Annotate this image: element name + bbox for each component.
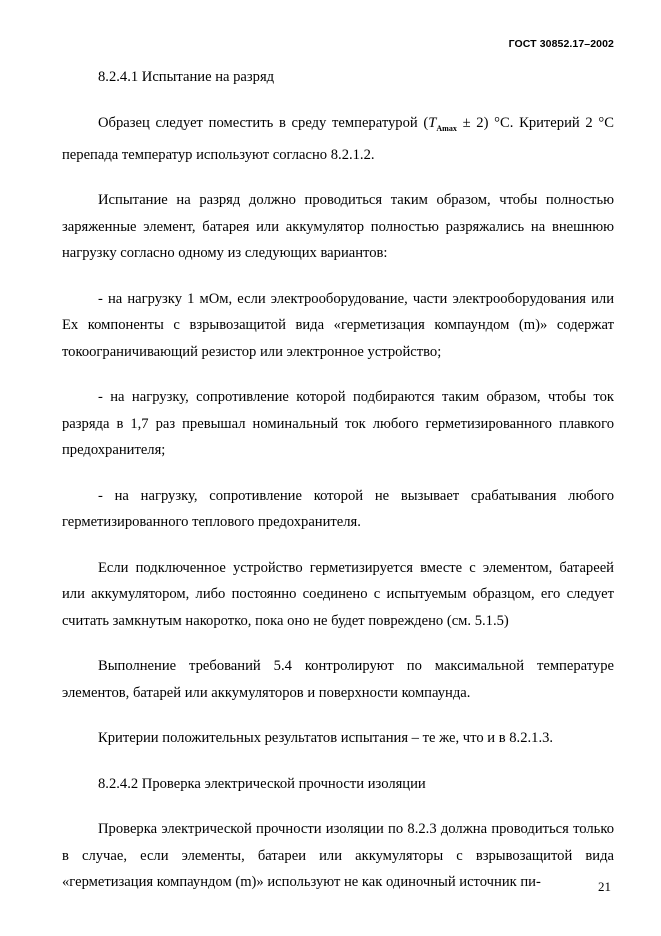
paragraph-requirements-5-4: Выполнение требований 5.4 контролируют по максимальной температуре элементов, батарей или аккумуляторов и поверхности компаунда.	[62, 658, 614, 701]
paragraph-sample-temperature	[62, 110, 614, 169]
temperature-variable: T	[428, 114, 437, 131]
paragraph-connected-device: Если подключенное устройство герметизируется вместе с элементом, батареей или аккумулятором, либо постоянно соединено с испытуемым образцом, его следует считать замкнутым накоротко, пока оно не будет повреждено (см. 5.1.5)	[62, 559, 614, 629]
list-item-load-1: - на нагрузку 1 мОм, если электрооборудование, части электрооборудования или Ex компоненты с взрывозащитой вида «герметизация компаундом (m)» содержат токоограничивающий резистор или электронное устройство;	[62, 290, 614, 360]
temperature-subscript: Amax	[436, 123, 457, 133]
document-body	[62, 64, 614, 915]
section-heading-8-2-4-2: 8.2.4.2 Проверка электрической прочности изоляции	[98, 775, 426, 792]
section-heading-8-2-4-1: 8.2.4.1 Испытание на разряд	[98, 69, 275, 85]
list-item-load-3: - на нагрузку, сопротивление которой не вызывает срабатывания любого герметизированного теплового предохранителя.	[62, 487, 614, 531]
document-header: ГОСТ 30852.17–2002	[508, 38, 614, 50]
paragraph-criteria: Критерии положительных результатов испытания – те же, что и в 8.2.1.3.	[98, 730, 554, 747]
paragraph-discharge-test: Испытание на разряд должно проводиться таким образом, чтобы полностью заряженные элемент, батарея или аккумулятор полностью разряжались на внешнюю нагрузку согласно одному из следующих вариантов:	[62, 192, 614, 262]
paragraph-insulation-test: Проверка электрической прочности изоляции по 8.2.3 должна проводиться только в случае, если элементы, батареи или аккумуляторы с взрывозащитой вида «герметизация компаундом (m)» используют не как одиночный источник пи-	[62, 821, 614, 891]
list-item-load-2: - на нагрузку, сопротивление которой подбираются таким образом, чтобы ток разряда в 1,7 раз превышал номинальный ток любого герметизированного плавкого предохранителя;	[62, 389, 614, 459]
paragraph-prefix: Образец следует поместить в среду температурой (	[98, 114, 429, 131]
page-number: 21	[598, 879, 611, 894]
paragraph-suffix: ± 2) °С. Критерий 2 °С перепада температур используют согласно 8.2.1.2.	[62, 114, 614, 163]
